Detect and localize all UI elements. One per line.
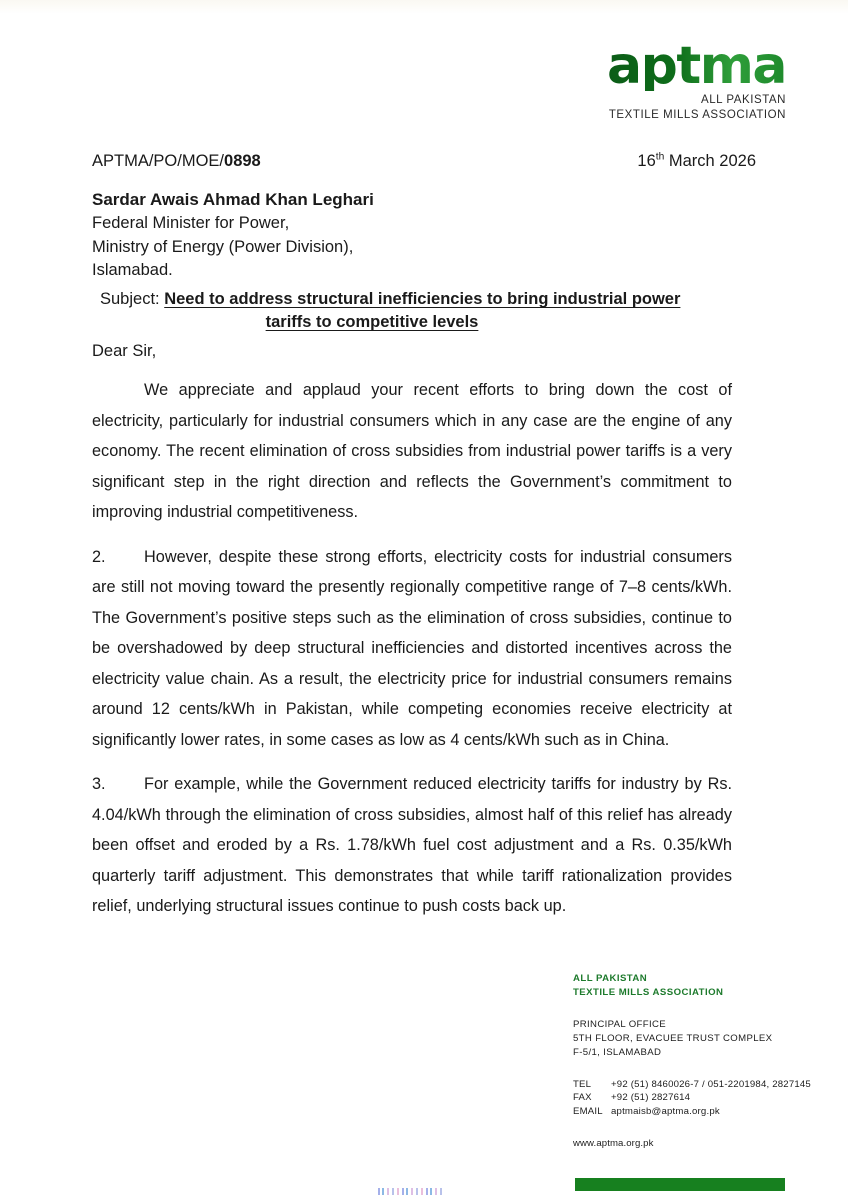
footer-tel-label: TEL (573, 1078, 592, 1090)
addressee-ministry: Ministry of Energy (Power Division), (92, 237, 354, 256)
subject-first-line (100, 288, 756, 311)
paragraph-1 (92, 375, 732, 528)
letterhead-org-line-1: ALL PAKISTAN (701, 94, 786, 107)
subject-line (100, 288, 756, 335)
scan-color-calibration-strip (378, 1188, 444, 1195)
reference-prefix: APTMA/PO/MOE/ (92, 152, 225, 170)
subject-second-line (100, 311, 756, 334)
footer-fax-label: FAX (573, 1092, 592, 1104)
footer-assoc-line-1: ALL PAKISTAN (573, 973, 648, 984)
date-ordinal: th (655, 151, 665, 163)
subject-text-line-2: tariffs to competitive levels (265, 313, 479, 332)
reference-number (92, 152, 261, 171)
letter-body (92, 375, 732, 936)
date-day: 16 (637, 152, 656, 170)
footer-telephone-row (573, 1078, 833, 1092)
letterhead-org-line-2: TEXTILE MILLS ASSOCIATION (608, 108, 786, 121)
salutation: Dear Sir, (92, 342, 157, 360)
addressee-name: Sardar Awais Ahmad Khan Leghari (92, 190, 374, 209)
footer-fax-value: +92 (51) 2827614 (611, 1092, 691, 1104)
footer-office-sector: F-5/1, ISLAMABAD (573, 1046, 662, 1058)
subject-text-line-1: Need to address structural inefficiencies to bring industrial power (164, 290, 681, 308)
footer-contact-details (573, 1078, 833, 1120)
footer-contact-block (573, 972, 833, 1151)
addressee-city: Islamabad. (92, 260, 173, 279)
paragraph-3-number: 3. (92, 775, 106, 793)
addressee-title: Federal Minister for Power, (92, 214, 290, 233)
paragraph-3 (92, 769, 732, 922)
footer-office-street: 5TH FLOOR, EVACUEE TRUST COMPLEX (573, 1032, 773, 1044)
reference-date-row (92, 152, 756, 171)
addressee-block (92, 188, 374, 282)
footer-office-address (573, 1018, 833, 1060)
footer-email-label: EMAIL (573, 1106, 603, 1118)
subject-label: Subject: (100, 290, 165, 308)
paragraph-2-number: 2. (92, 547, 106, 566)
paragraph-1-text: We appreciate and applaud your recent efforts to bring down the cost of electricity, particularly for industrial consumers which in any case are the engine of any economy. The recent elimination of cross subsidies from industrial power tariffs is a very significant step in the right direction and reflects the Government’s commitment to improving industrial competitiveness. (92, 381, 732, 521)
paragraph-2 (92, 542, 732, 756)
footer-tel-value: +92 (51) 8460026-7 / 051-2201984, 2827145 (611, 1078, 811, 1090)
footer-association-name (573, 972, 833, 1000)
aptma-logo-wordmark: aptma (607, 36, 786, 96)
footer-office-label: PRINCIPAL OFFICE (573, 1018, 667, 1030)
letterhead (607, 36, 786, 122)
letter-date (637, 152, 756, 171)
date-month-year: March 2026 (664, 152, 756, 170)
footer-fax-row (573, 1091, 833, 1105)
footer-assoc-line-2: TEXTILE MILLS ASSOCIATION (573, 986, 724, 998)
footer-email-row (573, 1105, 833, 1119)
letterhead-org-name (607, 93, 786, 122)
reference-serial: 0898 (224, 152, 261, 170)
footer-email-value[interactable]: aptmaisb@aptma.org.pk (611, 1106, 720, 1118)
paragraph-2-text: However, despite these strong efforts, electricity costs for industrial consumers are still not moving toward the presently regionally competitive range of 7–8 cents/kWh. The Government’s positive steps such as the elimination of cross subsidies, continue to be overshadowed by deep structural inefficiencies and distorted incentives across the electricity value chain. As a result, the electricity price for industrial consumers remains around 12 cents/kWh in Pakistan, while competing economies receive electricity at significantly lower rates, in some cases as low as 4 cents/kWh such as in China. (92, 547, 732, 749)
footer-website[interactable]: www.aptma.org.pk (573, 1138, 654, 1150)
paragraph-3-text: For example, while the Government reduced electricity tariffs for industry by Rs. 4.04/kWh through the elimination of cross subsidies, almost half of this relief has already been offset and eroded by a Rs. 1.78/kWh fuel cost adjustment and a Rs. 0.35/kWh quarterly tariff adjustment. This demonstrates that while tariff rationalization provides relief, underlying structural issues continue to push costs back up. (92, 775, 732, 915)
footer-green-bar (575, 1178, 785, 1191)
